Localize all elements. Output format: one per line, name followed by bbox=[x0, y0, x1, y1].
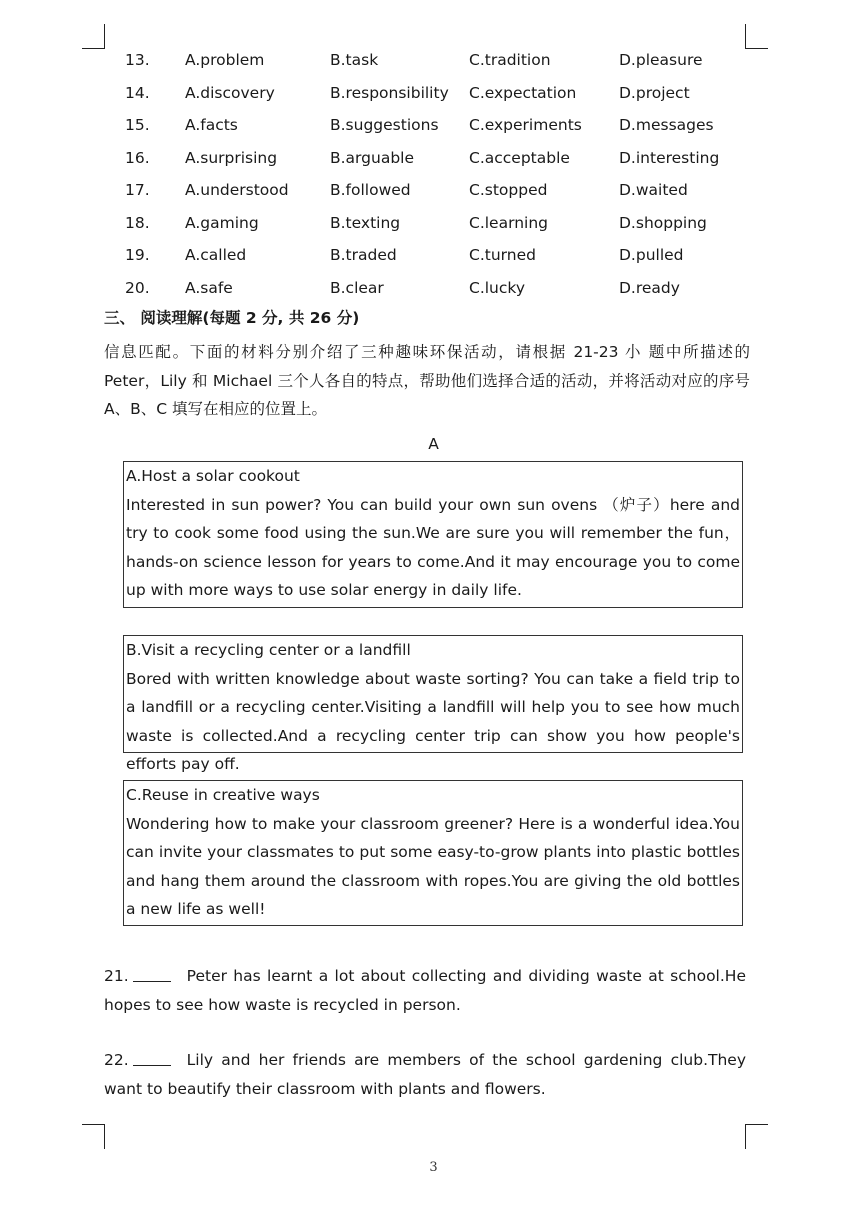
activity-box-a bbox=[123, 461, 743, 608]
option-c: C.turned bbox=[469, 246, 536, 264]
option-b: B.task bbox=[330, 51, 379, 69]
option-d: D.messages bbox=[619, 116, 714, 134]
option-a: A.surprising bbox=[185, 148, 278, 167]
option-d: D.pleasure bbox=[619, 51, 703, 69]
option-row bbox=[104, 142, 754, 175]
option-c: C.acceptable bbox=[469, 148, 570, 167]
option-row bbox=[104, 174, 754, 207]
option-c: C.expectation bbox=[469, 83, 577, 102]
question-number: 21. bbox=[104, 967, 129, 985]
option-a: A.called bbox=[185, 246, 247, 264]
option-row bbox=[104, 272, 754, 305]
option-a: A.discovery bbox=[185, 83, 275, 102]
crop-mark-bottom-right bbox=[745, 1124, 768, 1149]
option-d: D.shopping bbox=[619, 213, 707, 232]
option-a: A.safe bbox=[185, 278, 233, 297]
crop-mark-top-left bbox=[82, 24, 105, 49]
option-d: D.interesting bbox=[619, 148, 720, 167]
answer-options-list bbox=[104, 44, 754, 304]
passage-marker: A bbox=[428, 435, 439, 453]
question-21 bbox=[104, 962, 746, 1019]
option-c: C.stopped bbox=[469, 181, 548, 199]
option-b: B.traded bbox=[330, 246, 397, 264]
option-b: B.clear bbox=[330, 278, 384, 297]
option-row bbox=[104, 207, 754, 240]
option-a: A.facts bbox=[185, 116, 238, 134]
question-number: 18. bbox=[125, 213, 150, 232]
option-d: D.waited bbox=[619, 181, 688, 199]
section-heading: 三、 阅读理解(每题 2 分, 共 26 分) bbox=[104, 309, 360, 327]
option-row bbox=[104, 77, 754, 110]
option-c: C.experiments bbox=[469, 116, 582, 134]
option-b: B.suggestions bbox=[330, 116, 439, 134]
option-d: D.pulled bbox=[619, 246, 684, 264]
activity-description: Interested in sun power? You can build your own sun ovens （炉子）here and try to cook some food using the sun.We are sure you will remember the fun，hands-on science lesson for years to come.And it may encourage you to come up with more ways to use solar energy in daily life. bbox=[126, 495, 740, 599]
question-number: 20. bbox=[125, 278, 150, 297]
answer-blank[interactable] bbox=[133, 1049, 171, 1066]
activity-title: C.Reuse in creative ways bbox=[126, 786, 320, 804]
question-number: 15. bbox=[125, 116, 150, 134]
question-text: Lily and her friends are members of the school gardening club.They want to beautify their classroom with plants and flowers. bbox=[104, 1051, 746, 1098]
activity-box-c bbox=[123, 780, 743, 926]
question-text: Peter has learnt a lot about collecting and dividing waste at school.He hopes to see how waste is recycled in person. bbox=[104, 967, 746, 1014]
option-a: A.understood bbox=[185, 181, 289, 199]
activity-title: A.Host a solar cookout bbox=[126, 467, 300, 485]
activity-title: B.Visit a recycling center or a landfill bbox=[126, 641, 411, 659]
option-d: D.ready bbox=[619, 278, 680, 297]
option-b: B.texting bbox=[330, 213, 401, 232]
activity-box-b bbox=[123, 635, 743, 773]
question-number: 13. bbox=[125, 51, 150, 69]
activity-description: Wondering how to make your classroom greener? Here is a wonderful idea.You can invite your classmates to put some easy-to-grow plants into plastic bottles and hang them around the classroom with ropes.You are giving the old bottles a new life as well! bbox=[126, 814, 740, 918]
question-number: 22. bbox=[104, 1051, 129, 1069]
option-b: B.responsibility bbox=[330, 83, 449, 102]
option-a: A.gaming bbox=[185, 213, 259, 232]
option-a: A.problem bbox=[185, 51, 265, 69]
option-b: B.arguable bbox=[330, 148, 415, 167]
question-number: 17. bbox=[125, 181, 150, 199]
option-c: C.lucky bbox=[469, 278, 525, 297]
option-row bbox=[104, 44, 754, 77]
question-number: 14. bbox=[125, 83, 150, 102]
answer-blank[interactable] bbox=[133, 965, 171, 982]
section-instructions: 信息匹配。下面的材料分别介绍了三种趣味环保活动，请根据 21-23 小 题中所描述的 Peter，Lily 和 Michael 三个人各自的特点，帮助他们选择合适的活动，并将活动对应的序号 A、B、C 填写在相应的位置上。 bbox=[104, 343, 750, 418]
question-22 bbox=[104, 1046, 746, 1103]
question-number: 19. bbox=[125, 246, 150, 264]
option-row bbox=[104, 239, 754, 272]
option-row bbox=[104, 109, 754, 142]
option-d: D.project bbox=[619, 83, 690, 102]
page-number: 3 bbox=[429, 1160, 438, 1175]
crop-mark-bottom-left bbox=[82, 1124, 105, 1149]
option-c: C.learning bbox=[469, 213, 548, 232]
question-number: 16. bbox=[125, 148, 150, 167]
activity-description: Bored with written knowledge about waste sorting? You can take a field trip to a landfill or a recycling center.Visiting a landfill will help you to see how much waste is collected.And a recycling center trip can show you how people's efforts pay off. bbox=[126, 669, 740, 773]
option-b: B.followed bbox=[330, 181, 411, 199]
option-c: C.tradition bbox=[469, 51, 551, 69]
